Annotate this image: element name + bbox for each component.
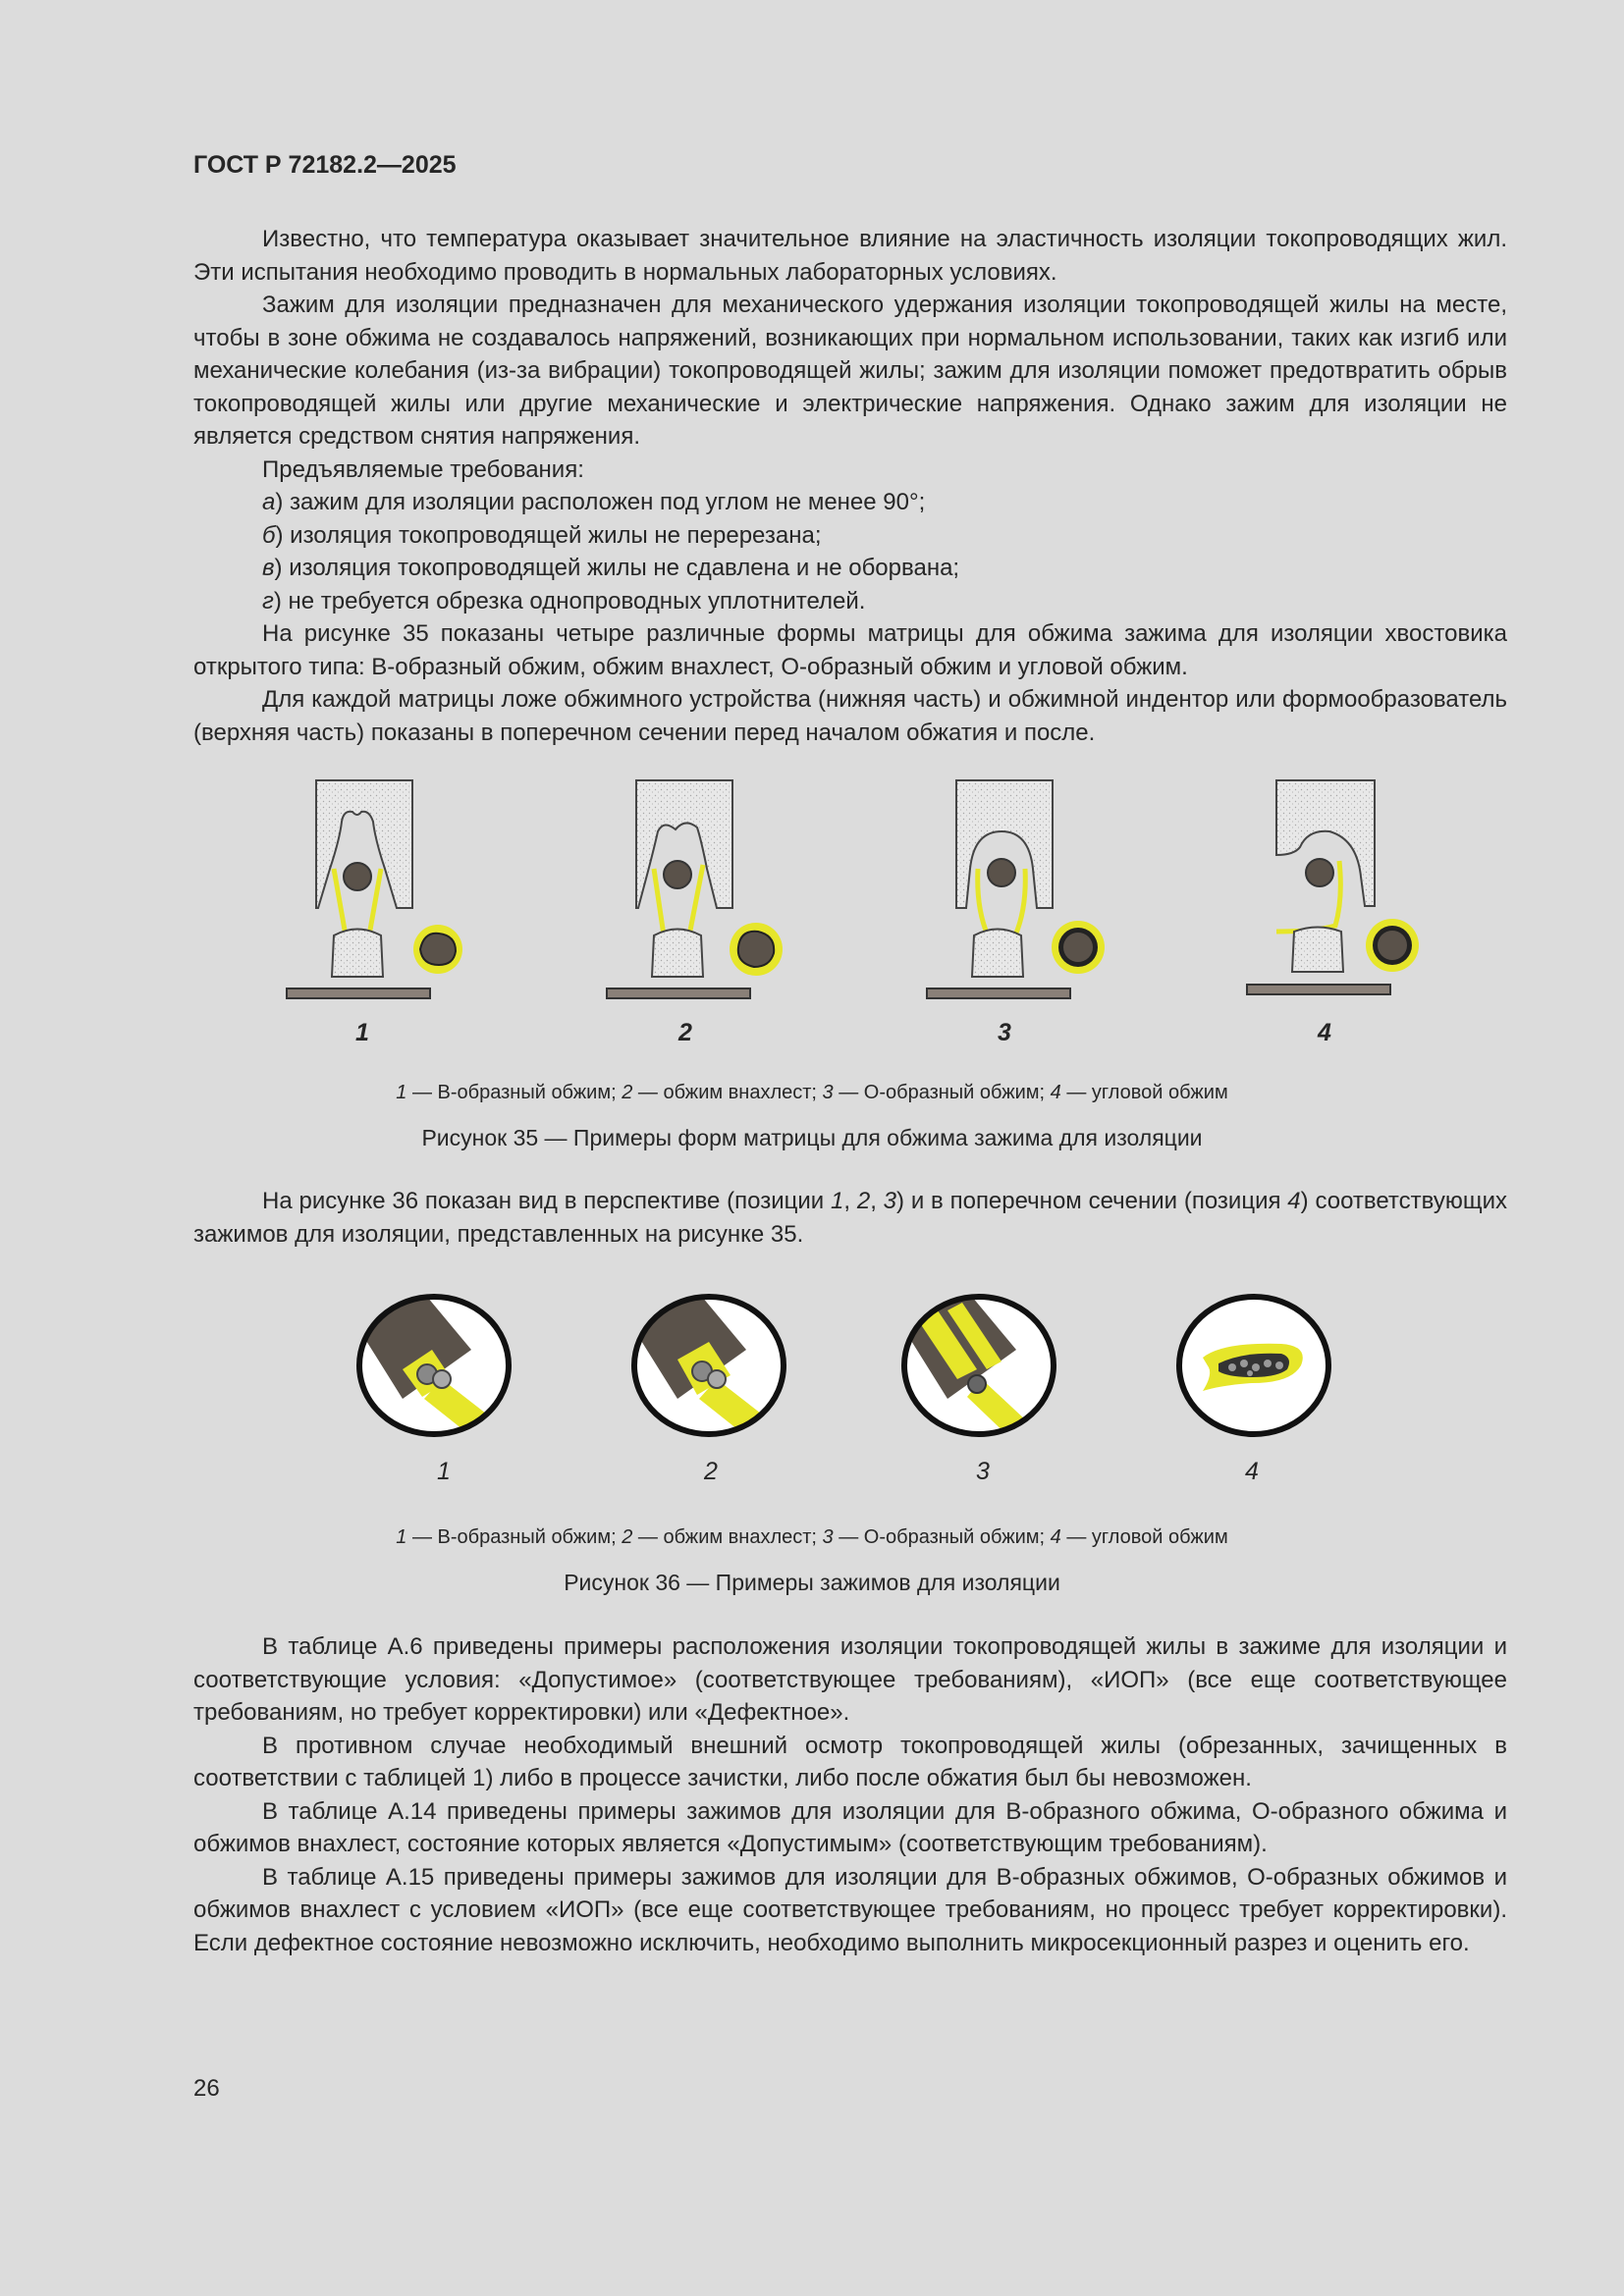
paragraph: Для каждой матрицы ложе обжимного устройства (нижняя часть) и обжимной индентор или формообразователь (верхняя часть) показаны в поперечном сечении перед началом обжатия и после. — [193, 686, 1507, 746]
die-1-v-crimp — [287, 780, 462, 998]
figure-36-number-4: 4 — [1245, 1458, 1259, 1485]
figure-36-number-1: 1 — [437, 1458, 451, 1485]
figure-35-legend: 1 — В-образный обжим; 2 — обжим внахлест; 3 — О-образный обжим; 4 — угловой обжим — [396, 1082, 1228, 1103]
die-3-o-crimp — [927, 780, 1105, 998]
paragraph: На рисунке 36 показан вид в перспективе (позиции 1, 2, 3) и в поперечном сечении (позиция 4) соответствующих зажимов для изоляции, представленных на рисунке 35. — [193, 1188, 1508, 1248]
die-2-overlap — [607, 780, 783, 998]
list-item: а) зажим для изоляции расположен под углом не менее 90°; — [262, 489, 926, 515]
figure-35-number-3: 3 — [998, 1019, 1011, 1046]
list-item: в) изоляция токопроводящей жилы не сдавлена и не оборвана; — [262, 555, 960, 581]
paragraph: Предъявляемые требования: — [262, 455, 584, 483]
clamp-3-o-crimp — [898, 1291, 1056, 1443]
figure-35-caption: Рисунок 35 — Примеры форм матрицы для обжима зажима для изоляции — [421, 1125, 1203, 1150]
clamp-1-v-crimp — [353, 1291, 530, 1443]
figure-35-number-4: 4 — [1318, 1019, 1331, 1046]
paragraph: На рисунке 35 показаны четыре различные формы матрицы для обжима зажима для изоляции хвостовика открытого типа: В-образный обжим, обжим внахлест, О-образный обжим и угловой обжим. — [193, 620, 1507, 680]
page-number: 26 — [193, 2075, 220, 2102]
paragraph: В таблице А.14 приведены примеры зажимов для изоляции для В-образного обжима, О-образного обжима и обжимов внахлест, состояние которых является «Допустимым» (соответствующим требованиям). — [193, 1797, 1507, 1857]
paragraph: В противном случае необходимый внешний осмотр токопроводящей жилы (обрезанных, зачищенных в соответствии с таблицей 1) либо в процессе зачистки, либо после обжатия был бы невозможен. — [193, 1732, 1507, 1791]
figure-36-number-2: 2 — [704, 1458, 718, 1485]
figure-36-legend: 1 — В-образный обжим; 2 — обжим внахлест; 3 — О-образный обжим; 4 — угловой обжим — [396, 1526, 1228, 1548]
paragraph: В таблице А.15 приведены примеры зажимов для изоляции для В-образных обжимов, О-образных обжимов и обжимов внахлест с условием «ИОП» (все еще соответствующее требованиям, но процесс требует корректировки). Если дефектное состояние невозможно исключить, необходимо выполнить микросекционный разрез и оценить его. — [193, 1863, 1507, 1956]
figure-36-caption: Рисунок 36 — Примеры зажимов для изоляции — [564, 1570, 1060, 1595]
figure-35-number-1: 1 — [355, 1019, 369, 1046]
figure-36-number-3: 3 — [976, 1458, 990, 1485]
text-block-1 — [193, 223, 1507, 749]
die-4-angle-crimp — [1247, 780, 1419, 994]
figure-35-drawing — [275, 771, 1434, 1006]
list-item: б) изоляция токопроводящей жилы не перерезана; — [262, 521, 822, 549]
clamp-2-overlap — [628, 1291, 805, 1443]
text-block-2 — [193, 1185, 1507, 1251]
figure-35-number-2: 2 — [678, 1019, 692, 1046]
figure-36-drawing — [353, 1281, 1345, 1443]
text-block-3 — [193, 1630, 1507, 1959]
paragraph: В таблице А.6 приведены примеры расположения изоляции токопроводящей жилы в зажиме для изоляции и соответствующие условия: «Допустимое» (соответствующее требованиям), «ИОП» (все еще соответствующее требованиям, но требует корректировки) или «Дефектное». — [193, 1633, 1507, 1726]
paragraph: Зажим для изоляции предназначен для механического удержания изоляции токопроводящей жилы на месте, чтобы в зоне обжима не создавалось напряжений, возникающих при нормальном использовании, таких как изгиб или механические колебания (из-за вибрации) токопроводящей жилы; зажим для изоляции поможет предотвратить обрыв токопроводящей жилы или другие механические и электрические напряжения. Однако зажим для изоляции не является средством снятия напряжения. — [193, 292, 1507, 450]
clamp-4-angle-crimp — [1179, 1297, 1328, 1434]
list-item: г) не требуется обрезка однопроводных уплотнителей. — [262, 587, 866, 614]
document-code: ГОСТ Р 72182.2—2025 — [193, 151, 457, 179]
paragraph: Известно, что температура оказывает значительное влияние на эластичность изоляции токопроводящих жил. Эти испытания необходимо проводить в нормальных лабораторных условиях. — [193, 226, 1507, 286]
